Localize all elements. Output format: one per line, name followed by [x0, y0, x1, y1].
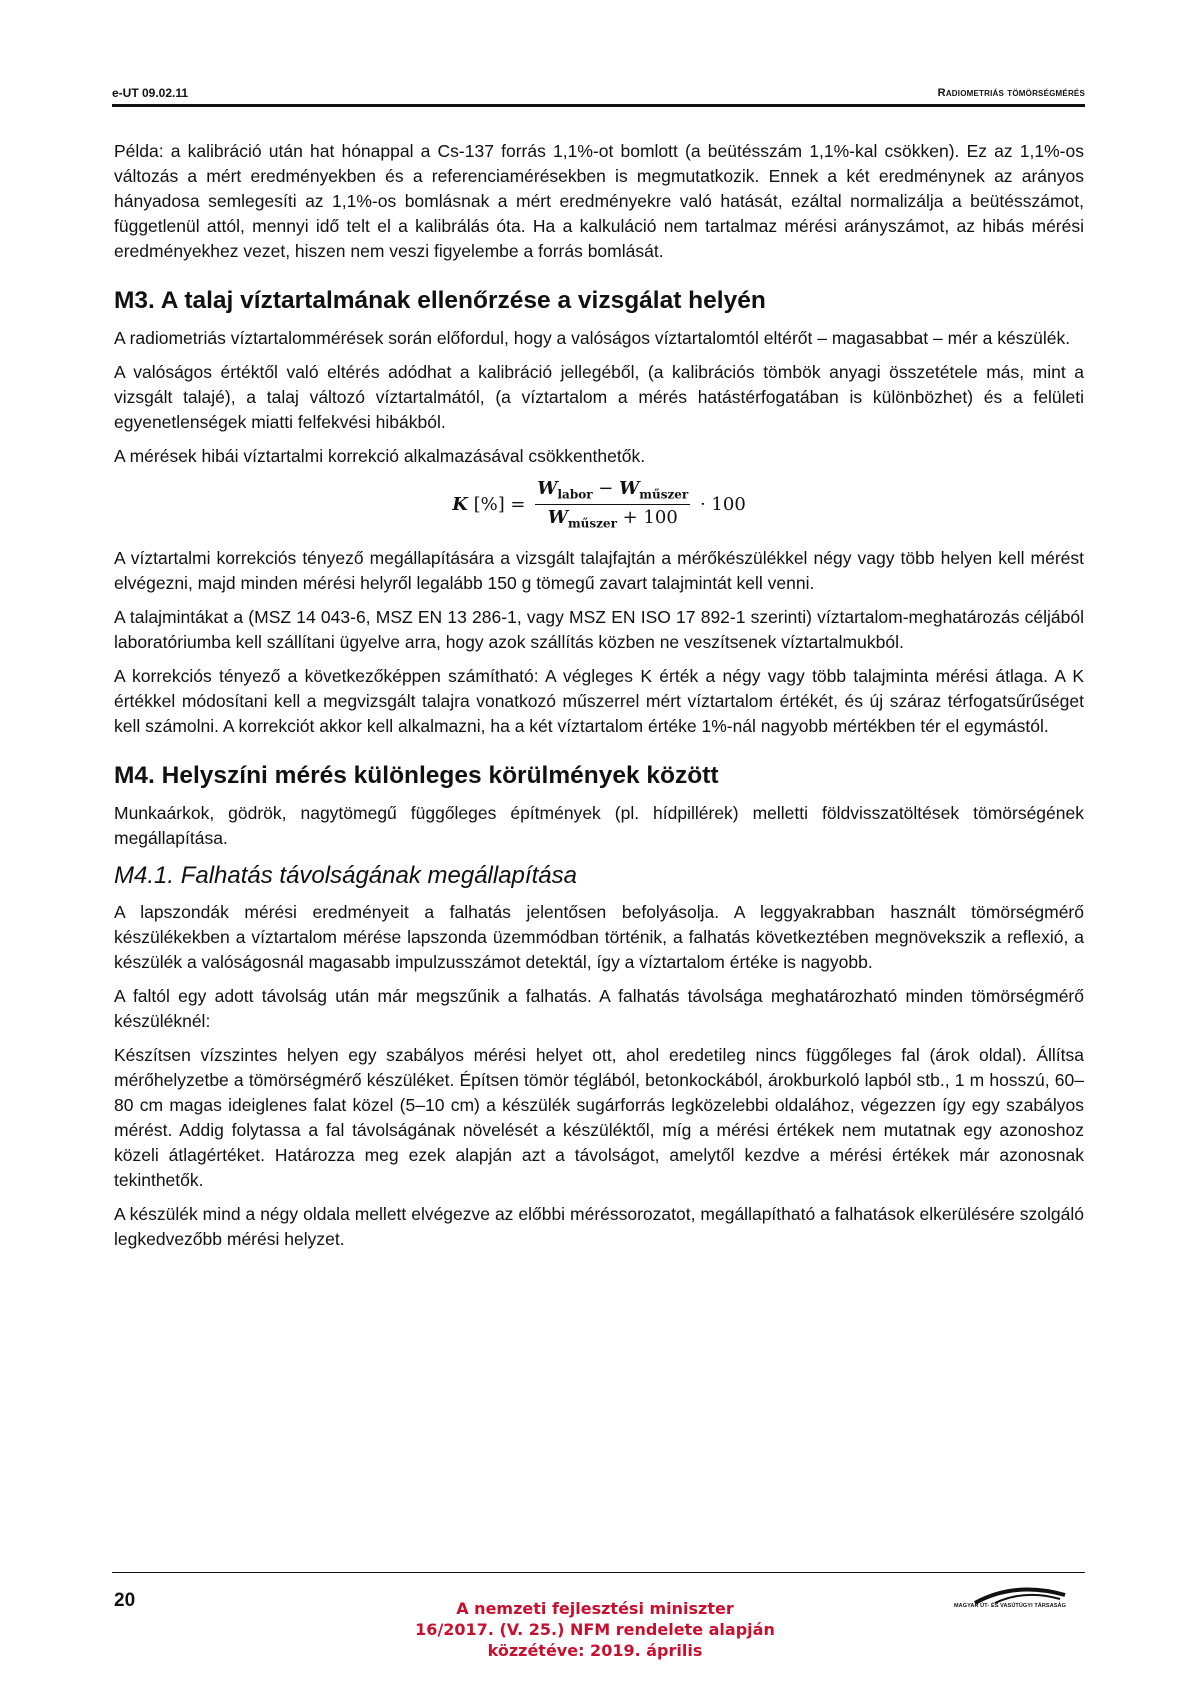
m41-paragraph-4: A készülék mind a négy oldala mellett elvégezve az előbbi méréssorozatot, megállapítható a falhatások elkerülésére szolgáló legkedvezőbb mérési helyzet.: [114, 1204, 1084, 1249]
section-m41-heading: M4.1. Falhatás távolságának megállapítása: [114, 862, 577, 889]
road-arc-logo-icon: [935, 1585, 1085, 1605]
notice-line-1: A nemzeti fejlesztési miniszter: [456, 1599, 734, 1618]
notice-line-3: közzétéve: 2019. április: [487, 1641, 703, 1660]
m41-paragraph-1: A lapszondák mérési eredményeit a falhatás jelentősen befolyásolja. A leggyakrabban használt tömörségmérő készülékekben a víztartalom mérése lapszonda üzemmódban történik, a falhatás következtében megnövekszik a reflexió, a készülék a valóságosnál magasabb impulzusszámot detektál, így a víztartalom értéke is nagyobb.: [114, 902, 1084, 972]
header-title: Radiometriás tömörségmérés: [937, 87, 1085, 99]
page-content: [114, 139, 1084, 1261]
m41-paragraph-2: A faltól egy adott távolság után már megszűnik a falhatás. A falhatás távolsága meghatározható minden tömörségmérő készüléknél:: [114, 986, 1084, 1031]
formula-unit: [%] =: [467, 493, 526, 515]
page-number: 20: [114, 1590, 136, 1611]
m41-paragraph-3: Készítsen vízszintes helyen egy szabályos mérési helyet ott, ahol eredetileg nincs függőleges fal (árok oldal). Állítsa mérőhelyzetbe a tömörségmérő készüléket. Építsen tömör téglából, betonkockából, árokburkoló lapból stb., 1 m hosszú, 60–80 cm magas ideiglenes falat közel (5–10 cm) a készülék sugárforrás legközelebbi oldalához, végezzen így egy szabályos mérést. Addig folytassa a fal távolságának növelését a készüléktől, míg a mérési értékek nem mutatnak egy azonoshoz közeli átlagértéket. Határozza meg ezek alapján azt a távolságot, amelytől kezdve a mérési értékek már azonosnak tekinthetők.: [114, 1045, 1084, 1190]
publication-notice: [380, 1598, 810, 1661]
m3-paragraph-6: A korrekciós tényező a következőképpen számítható: A végleges K érték a négy vagy több talajminta mérési átlaga. A K értékkel módosítani kell a megvizsgált talajra vonatkozó műszerrel mért víztartalom értékét, és új száraz térfogatsűrűséget kell számolni. A korrekciót akkor kell alkalmazni, ha a két víztartalom értéke 1%-nál nagyobb mértékben tér el egymástól.: [114, 666, 1084, 736]
formula-k-variable: K: [452, 493, 468, 515]
footer-rule: [112, 1572, 1085, 1573]
m4-paragraph-1: Munkaárkok, gödrök, nagytömegű függőleges építmények (pl. hídpillérek) melletti földvisszatöltések tömörségének megállapítása.: [114, 803, 1084, 848]
correction-formula: [114, 478, 1084, 536]
page-header: [112, 86, 1085, 107]
m3-paragraph-1: A radiometriás víztartalommérések során előfordul, hogy a valóságos víztartalomtól eltérőt – magasabbat – mér a készülék.: [114, 328, 1071, 348]
formula-denominator: $W_{műszer} + 100$: [547, 506, 678, 531]
m3-paragraph-5: A talajmintákat a (MSZ 14 043-6, MSZ EN 13 286-1, vagy MSZ EN ISO 17 892-1 szerinti) víztartalom-meghatározás céljából laboratóriumba kell szállítani ügyelve arra, hogy azok szállítás közben ne veszítsenek víztartalmukból.: [114, 607, 1084, 652]
logo-text: MAGYAR ÚT- ÉS VASÚTÜGYI TÁRSASÁG: [954, 1603, 1066, 1609]
society-logo: [935, 1585, 1085, 1617]
m3-paragraph-4: A víztartalmi korrekciós tényező megállapítására a vizsgált talajfajtán a mérőkészülékkel négy vagy több helyen kell mérést elvégezni, majd minden mérési helyről legalább 150 g tömegű zavart talajmintát kell venni.: [114, 548, 1084, 593]
formula-fraction: [535, 478, 690, 530]
m3-paragraph-3: A mérések hibái víztartalmi korrekció alkalmazásával csökkenthetők.: [114, 446, 646, 466]
document-code: e-UT 09.02.11: [112, 86, 189, 100]
m3-paragraph-2: A valóságos értéktől való eltérés adódhat a kalibráció jellegéből, (a kalibrációs tömbök anyagi összetétele más, mint a vizsgált talajé), a talaj változó víztartalmától, (a víztartalom a mérés hatástérfogatában is különbözhet) és a felületi egyenetlenségek miatti felfekvési hibákból.: [114, 362, 1084, 432]
formula-numerator: $W_{labor} - W_{műszer}$: [535, 478, 690, 505]
example-paragraph: Példa: a kalibráció után hat hónappal a Cs-137 forrás 1,1%-ot bomlott (a beütésszám 1,1%-kal csökken). Ez az 1,1%-os változás a mért eredményekben és a referenciamérésekben is megmutatkozik. Ennek a két eredménynek az arányos hányadosa semlegesíti az 1,1%-os bomlásnak a mért eredményekre való hatását, ezáltal normalizálja a beütésszámot, függetlenül attól, mennyi idő telt el a kalibrálás óta. Ha a kalkuláció nem tartalmaz mérési arányszámot, az hibás mérési eredményekhez vezet, hiszen nem veszi figyelembe a forrás bomlását.: [114, 141, 1084, 261]
section-m4-heading: M4. Helyszíni mérés különleges körülmények között: [114, 762, 719, 789]
notice-line-2: 16/2017. (V. 25.) NFM rendelete alapján: [415, 1620, 775, 1639]
formula-multiplier: · 100: [699, 493, 746, 515]
section-m3-heading: M3. A talaj víztartalmának ellenőrzése a vizsgálat helyén: [114, 287, 766, 314]
